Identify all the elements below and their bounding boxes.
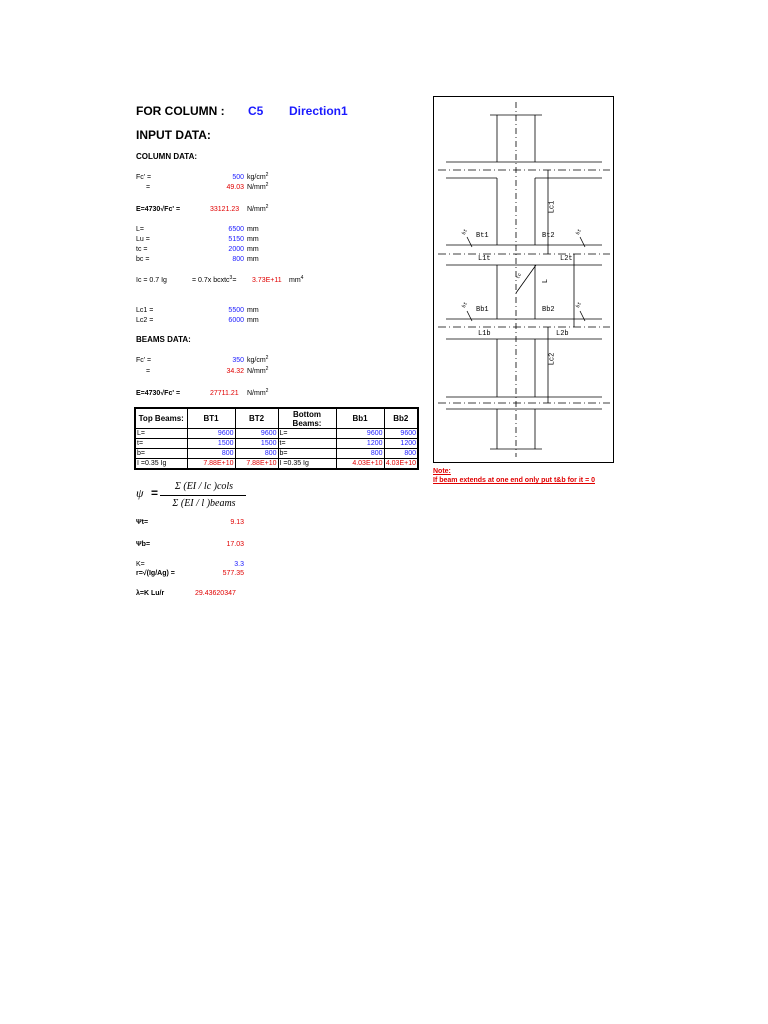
lambda-value: 29.43620347 [195,590,236,597]
row-label: t= [135,439,187,449]
bb2-header: Bb2 [384,408,418,429]
ic-unit: $mm^4$ [289,275,304,284]
table-row [135,459,418,470]
cell: 1500 [235,439,278,449]
e-value: 33121.23 [210,206,240,213]
fc-value: 500 [232,174,244,181]
column-data-title: COLUMN DATA: [136,152,198,161]
for-column-label: FOR COLUMN : [136,104,225,118]
label-Lc2: Lc2 [548,352,557,366]
label-tc: tc [514,271,524,281]
beams-table-header [135,408,418,429]
label-L2b: L2b [556,330,569,338]
beam-fc-value: 350 [232,357,244,364]
beam-e-value: 27711.21 [210,390,239,397]
label-bt-bottom-left: bt [460,300,470,310]
ic-value: 3.73E+11 [252,277,282,284]
note [433,467,595,485]
L-value: 6500 [228,226,244,233]
label-Bt2: Bt2 [542,232,555,240]
row-label: L= [135,429,187,439]
label-L2t: L2t [560,255,573,263]
psi-t-value: 9.13 [230,519,244,526]
label-Bb1: Bb1 [476,306,489,314]
label-L1t: L1t [478,255,491,263]
label-bt-bottom-right: bt [574,300,584,310]
row-label: b= [278,449,336,459]
cell: 1200 [336,439,384,449]
beam-fc2-value: 34.32 [226,368,244,375]
input-data-title: INPUT DATA: [136,128,211,142]
formula-fraction-bar [160,495,246,496]
beam-e-label: E=4730√Fc' = [136,390,181,397]
fc2-unit: $N/mm^2$ [247,182,269,191]
cell: 9600 [187,429,235,439]
bc-value: 800 [232,256,244,263]
cell: 800 [187,449,235,459]
cell: 1500 [187,439,235,449]
table-row [135,439,418,449]
Lc2-value: 6000 [228,317,244,324]
tc-label: tc = [136,246,148,253]
cell: 7.88E+10 [235,459,278,470]
cell: 7.88E+10 [187,459,235,470]
Lu-unit: mm [247,236,259,243]
beam-fc2-unit: $N/mm^2$ [247,366,269,375]
beam-fc2-label: = [146,368,151,375]
table-row [135,429,418,439]
top-beams-header: Top Beams: [135,408,187,429]
label-Lc1: Lc1 [548,200,557,214]
label-bt-top-right: bt [574,227,584,237]
Lu-label: Lu = [136,236,150,243]
beams-data-title: BEAMS DATA: [136,335,191,344]
r-label: r=√(Ig/Ag) = [136,570,175,577]
cell: 4.03E+10 [336,459,384,470]
row-label: L= [278,429,336,439]
fc2-value: 49.03 [226,184,244,191]
k-label: K= [136,561,145,568]
row-label: t= [278,439,336,449]
direction-label: Direction1 [289,104,348,118]
bc-label: bc = [136,256,150,263]
tc-value: 2000 [228,246,244,253]
cell: 9600 [235,429,278,439]
tc-unit: mm [247,246,259,253]
beams-table [134,407,419,470]
frame-diagram [433,96,614,463]
table-row [135,449,418,459]
row-label: I =0.35 Ig [135,459,187,470]
row-label: I =0.35 Ig [278,459,336,470]
ic-label: Ic = 0.7 Ig [136,277,167,284]
cell: 800 [235,449,278,459]
psi-b-value: 17.03 [226,541,244,548]
formula-numerator: Σ (EI / lc )cols [174,481,234,492]
formula-denominator: Σ (EI / l )beams [172,498,236,509]
bc-unit: mm [247,256,259,263]
column-id: C5 [248,104,264,118]
e-unit: $N/mm^2$ [247,204,269,213]
cell: 9600 [384,429,418,439]
beam-fc-label: Fc' = [136,357,152,364]
L-unit: mm [247,226,259,233]
Lc1-value: 5500 [228,307,244,314]
label-Bt1: Bt1 [476,232,489,240]
Lu-value: 5150 [228,236,244,243]
ic-formula: = 0.7x bcxtc$^3$= [192,275,237,284]
frame-drawing [434,97,613,462]
cell: 9600 [336,429,384,439]
r-value: 577.35 [222,570,244,577]
row-label: b= [135,449,187,459]
psi-symbol: ψ [136,486,144,500]
bt1-header: BT1 [187,408,235,429]
note-text: If beam extends at one end only put t&b for it = 0 [433,477,595,484]
cell: 1200 [384,439,418,449]
bb1-header: Bb1 [336,408,384,429]
label-Bb2: Bb2 [542,306,555,314]
cell: 4.03E+10 [384,459,418,470]
Lc1-label: Lc1 = [136,307,154,314]
fc-label: Fc' = [136,174,152,181]
cell: 800 [384,449,418,459]
Lc2-label: Lc2 = [136,317,154,324]
psi-b-label: Ψb= [136,541,151,548]
bottom-beams-header: Bottom Beams: [278,408,336,429]
fc2-label: = [146,184,151,191]
beam-e-unit: $N/mm^2$ [247,388,269,397]
lambda-label: λ=K Lu/r [136,590,165,597]
L-label: L= [136,226,144,233]
label-L: L [542,278,551,284]
formula-equals: = [151,486,159,500]
bt2-header: BT2 [235,408,278,429]
fc-unit: $kg/cm^2$ [247,172,269,181]
e-label: E=4730√Fc' = [136,206,181,213]
beam-fc-unit: $kg/cm^2$ [247,355,269,364]
Lc1-unit: mm [247,307,259,314]
Lc2-unit: mm [247,317,259,324]
note-title: Note: [433,468,451,475]
label-L1b: L1b [478,330,491,338]
psi-t-label: Ψt= [136,519,149,526]
label-bt-top-left: bt [460,227,470,237]
cell: 800 [336,449,384,459]
k-value: 3.3 [234,561,244,568]
